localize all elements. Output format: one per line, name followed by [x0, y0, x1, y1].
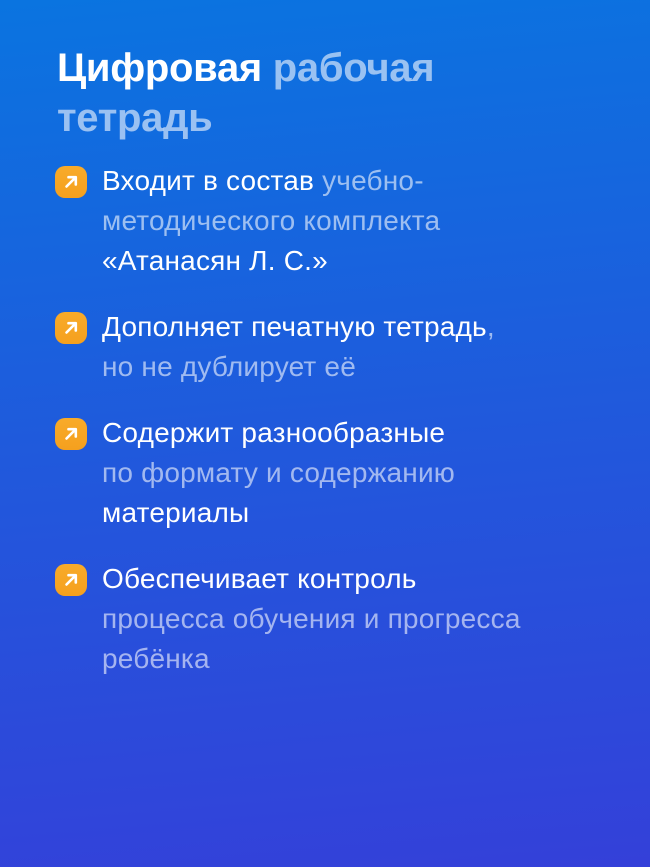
text-segment: ,: [486, 311, 495, 342]
text-segment: но не дублирует её: [102, 351, 356, 382]
text-segment: методического комплекта: [102, 205, 441, 236]
arrow-up-right-icon: [55, 312, 87, 344]
list-item: [55, 559, 610, 679]
arrow-up-right-icon: [55, 418, 87, 450]
text-segment: материалы: [102, 497, 250, 528]
text-segment: Цифровая: [57, 46, 273, 90]
text-segment: Дополняет печатную тетрадь: [102, 311, 487, 342]
arrow-up-right-icon: [55, 564, 87, 596]
list-item: [55, 413, 610, 533]
bullet-text: [102, 161, 440, 281]
text-segment: Содержит разнообразные: [102, 417, 446, 448]
arrow-up-right-icon: [55, 166, 87, 198]
list-item: [55, 161, 610, 281]
text-segment: по формату и содержанию: [102, 457, 456, 488]
text-segment: Обеспечивает контроль: [102, 563, 417, 594]
bullet-text: [102, 413, 455, 533]
bullet-text: [102, 307, 495, 387]
bullet-list: [55, 161, 610, 679]
text-segment: «Атанасян Л. С.»: [102, 245, 328, 276]
text-segment: тетрадь: [57, 96, 213, 140]
bullet-text: [102, 559, 521, 679]
text-segment: процесса обучения и прогресса: [102, 603, 521, 634]
text-segment: ребёнка: [102, 643, 210, 674]
page-title: [57, 43, 577, 143]
text-segment: Входит в состав: [102, 165, 323, 196]
text-segment: учебно-: [322, 165, 424, 196]
text-segment: рабочая: [272, 46, 435, 90]
list-item: [55, 307, 610, 387]
